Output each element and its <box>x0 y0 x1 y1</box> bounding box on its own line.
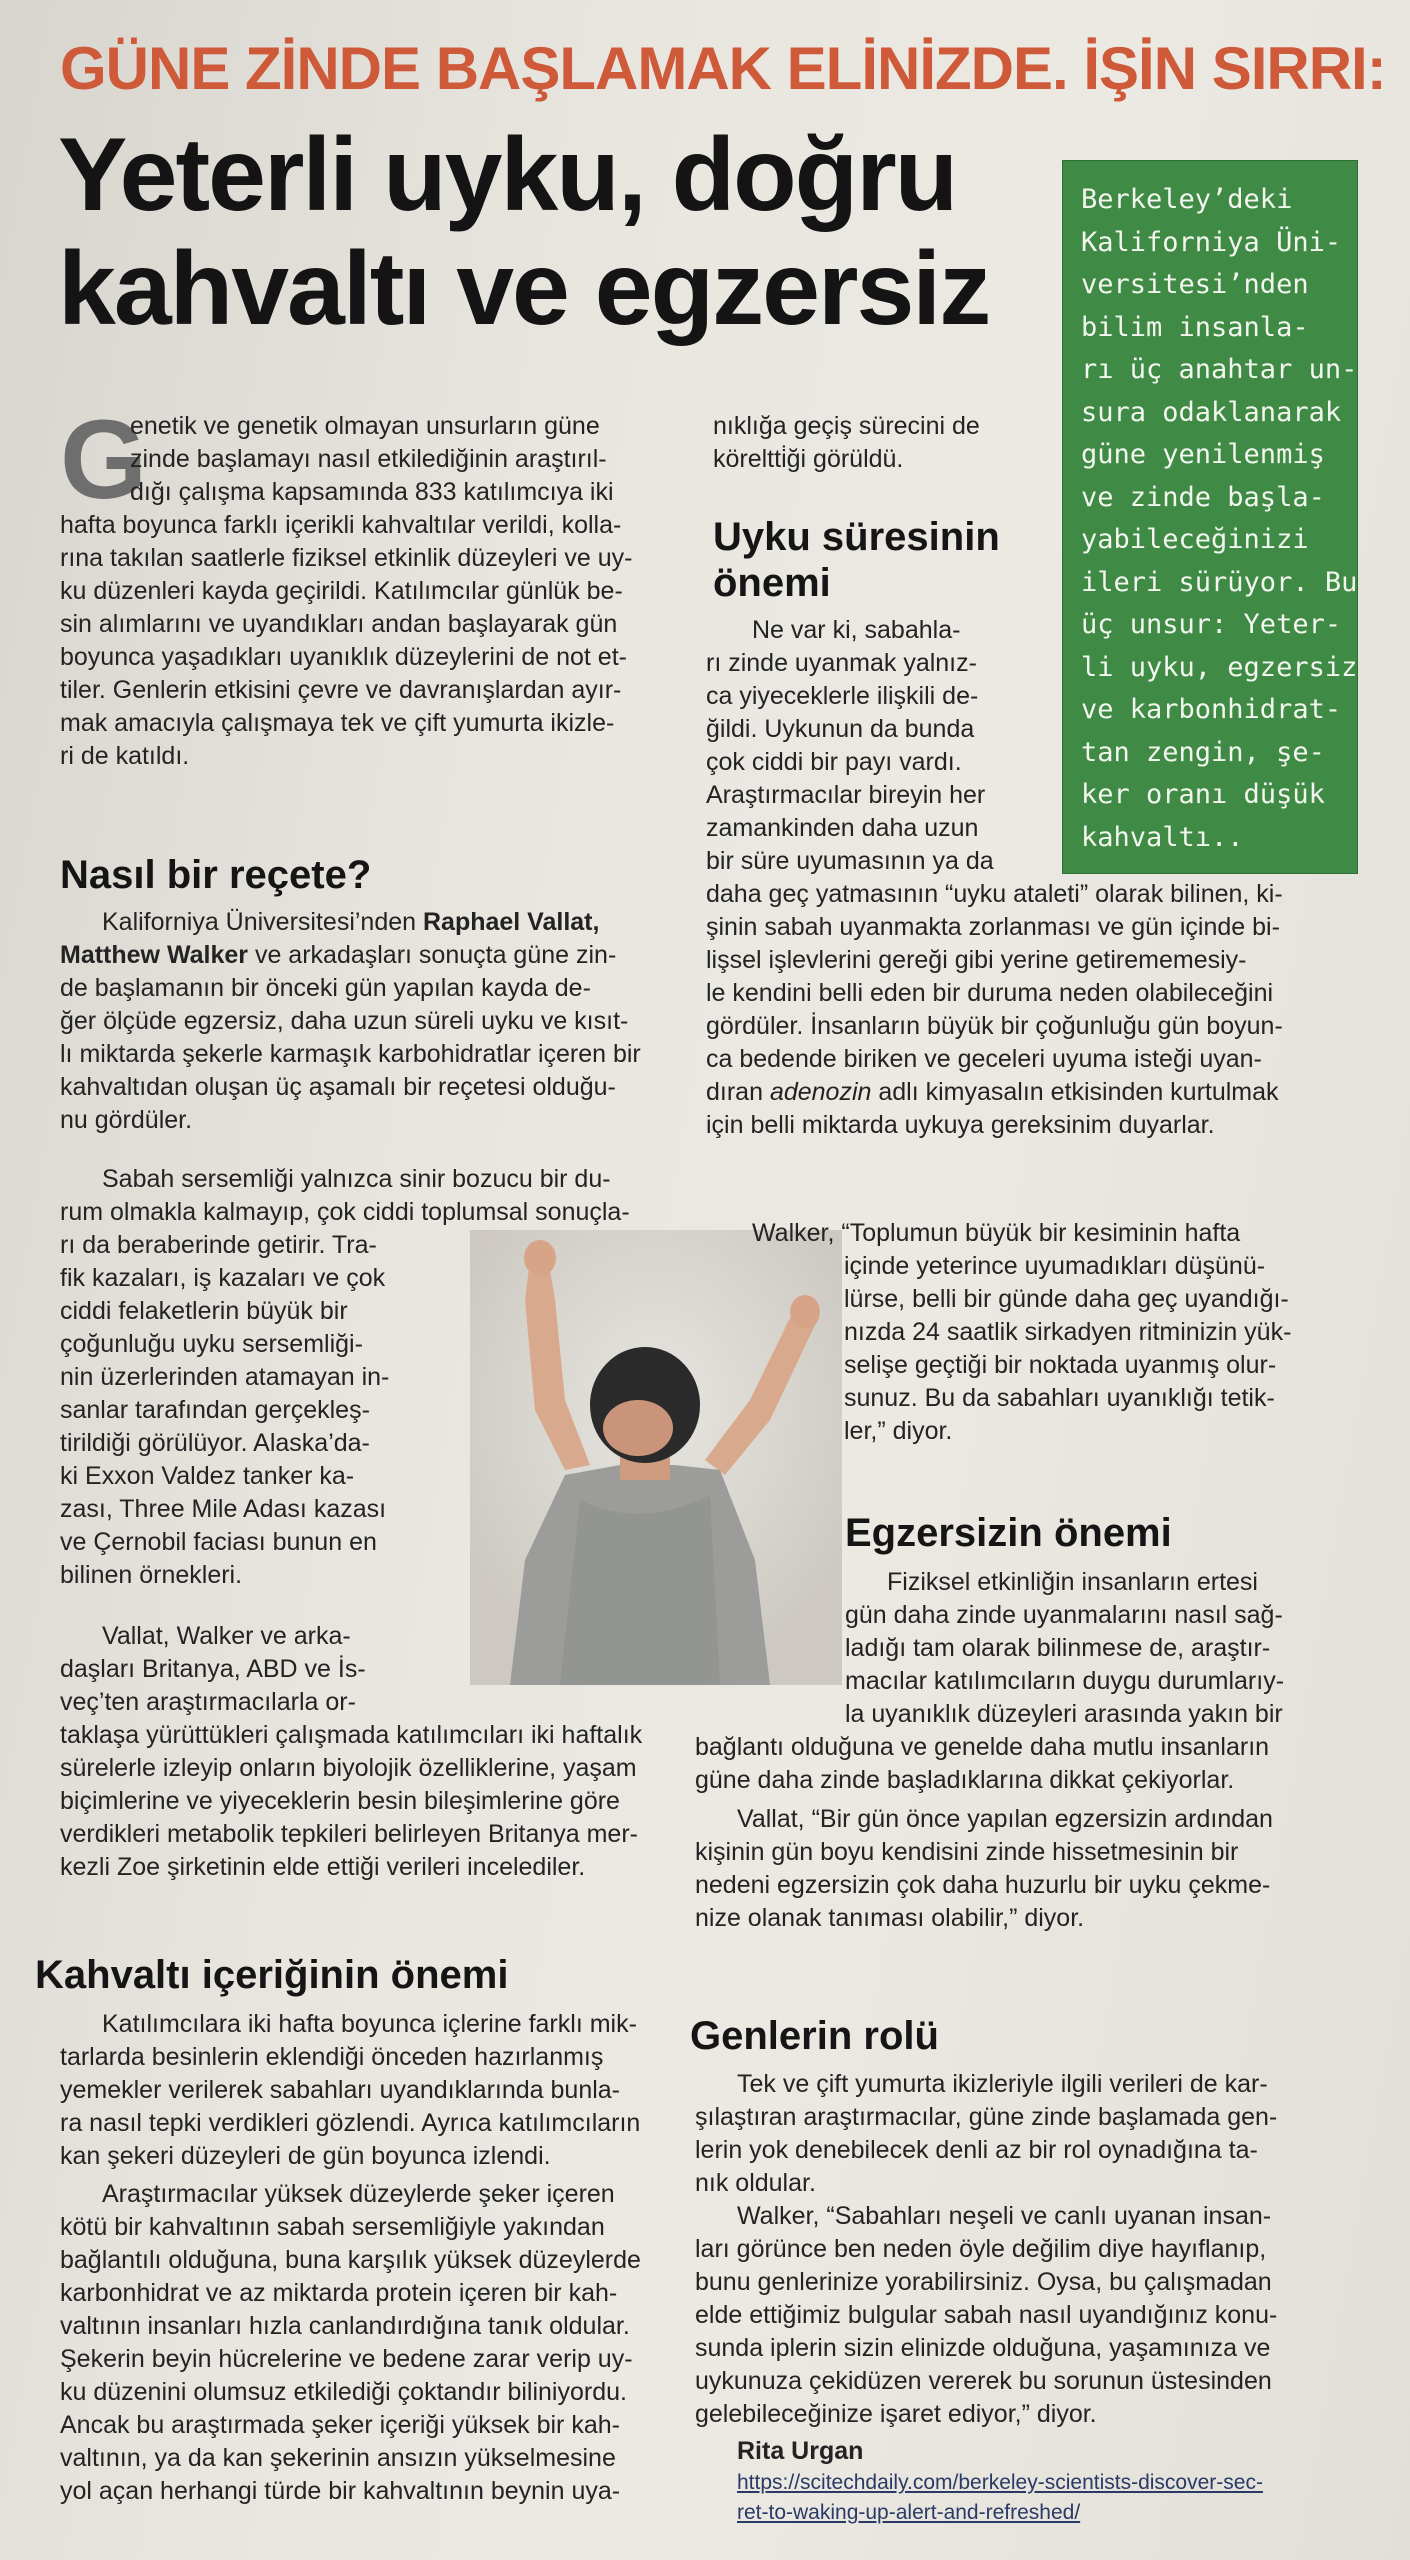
intro-paragraph <box>60 410 700 773</box>
recipe-line: Sabah sersemliği yalnızca sinir bozucu bir du- <box>102 1165 611 1193</box>
recipe-line: ğer ölçüde egzersiz, daha uzun süreli uyku ve kısıt- <box>60 1007 629 1035</box>
sleep-line: daha geç yatmasının “uyku ataleti” olarak bilinen, ki- <box>706 880 1283 908</box>
breakfast-line: tarlarda besinlerin eklendiği önceden hazırlanmış <box>60 2043 604 2071</box>
genes-line: elde ettiğimiz bulgular sabah nasıl uyandığınız konu- <box>695 2301 1278 2329</box>
sidebar-line: bilim insanla- <box>1081 311 1309 343</box>
kicker: GÜNE ZİNDE BAŞLAMAK ELİNİZDE. İŞİN SIRRI: <box>60 35 1386 102</box>
sleep-line: Araştırmacılar bireyin her <box>706 781 986 809</box>
recipe-line: daşları Britanya, ABD ve İs- <box>60 1655 366 1683</box>
genes-line: nık oldular. <box>695 2169 816 2197</box>
recipe-paragraph-1 <box>60 906 700 1137</box>
breakfast-line: Ancak bu araştırmada şeker içeriği yüksek bir kah- <box>60 2411 620 2439</box>
breakfast-line: ku düzenini olumsuz etkilediği çoktandır biliniyordu. <box>60 2378 627 2406</box>
sleep-line: ğildi. Uykunun da bunda <box>706 715 975 743</box>
exercise-line: ladığı tam olarak bilinmese de, araştır- <box>845 1634 1271 1662</box>
recipe-line: tirildiği görülüyor. Alaska’da- <box>60 1429 370 1457</box>
genes-line: Walker, “Sabahları neşeli ve canlı uyanan insan- <box>737 2202 1272 2230</box>
byline-author: Rita Urgan <box>737 2437 864 2465</box>
breakfast-line: bağlantılı olduğuna, buna karşılık yüksek düzeylerde <box>60 2246 641 2274</box>
source-link-line-1[interactable]: https://scitechdaily.com/berkeley-scientists-discover-sec- <box>737 2471 1263 2494</box>
genes-line: sunda iplerin sizin elinizde olduğuna, yaşamınıza ve <box>695 2334 1271 2362</box>
breakfast-line: valtının, ya da kan şekerinin ansızın yükselmesine <box>60 2444 616 2472</box>
sleep-line: zamankinden daha uzun <box>706 814 979 842</box>
recipe-line: nin üzerlerinden atamayan in- <box>60 1363 390 1391</box>
heading-sleep-line-2: önemi <box>713 561 831 605</box>
exercise-line: bağlantı olduğuna ve genelde daha mutlu insanların <box>695 1733 1270 1761</box>
text: Kaliforniya Üniversitesi’nden <box>102 908 423 936</box>
recipe-line: biçimlerine ve yiyeceklerin besin bileşimlerine göre <box>60 1787 620 1815</box>
sleep-paragraph-1 <box>706 614 1386 1142</box>
intro-line: ri de katıldı. <box>60 742 190 770</box>
sleep-line: nızda 24 saatlik sirkadyen ritminizin yük- <box>844 1318 1292 1346</box>
recipe-line: verdikleri metabolik tepkileri belirleyen Britanya mer- <box>60 1820 638 1848</box>
intro-line: tiler. Genlerin etkisini çevre ve davranışlardan ayır- <box>60 676 622 704</box>
recipe-line: bilinen örnekleri. <box>60 1561 243 1589</box>
exercise-line: nize olanak tanıması olabilir,” diyor. <box>695 1904 1085 1932</box>
recipe-line: lı miktarda şekerle karmaşık karbohidratlar içeren bir <box>60 1040 641 1068</box>
breakfast-line: kan şekeri düzeyleri de gün boyunca izlendi. <box>60 2142 551 2170</box>
breakfast-line: yemekler verilerek sabahları uyandıklarında bunla- <box>60 2076 621 2104</box>
breakfast-line: karbonhidrat ve az miktarda protein içeren bir kah- <box>60 2279 618 2307</box>
exercise-line: gün daha zinde uyanmalarını nasıl sağ- <box>845 1601 1283 1629</box>
genes-paragraph-1 <box>695 2068 1385 2200</box>
exercise-line: kişinin gün boyu kendisini zinde hissetmesinin bir <box>695 1838 1239 1866</box>
recipe-line: çoğunluğu uyku sersemliği- <box>60 1330 363 1358</box>
breakfast-line: Katılımcılara iki hafta boyunca içlerine farklı mik- <box>102 2010 637 2038</box>
recipe-line: nu gördüler. <box>60 1106 193 1134</box>
breakfast-line: ra nasıl tepki verdikleri gözlendi. Ayrıca katılımcıların <box>60 2109 641 2137</box>
recipe-line: taklaşa yürüttükleri çalışmada katılımcıları iki haftalık <box>60 1721 643 1749</box>
exercise-line: macılar katılımcıların duygu durumlarıy- <box>845 1667 1285 1695</box>
sidebar-line: li uyku, egzersiz <box>1081 651 1358 683</box>
recipe-line: ki Exxon Valdez tanker ka- <box>60 1462 355 1490</box>
genes-paragraph-2 <box>695 2200 1385 2431</box>
intro-line: rına takılan saatlerle fiziksel etkinlik düzeyleri ve uy- <box>60 544 633 572</box>
sleep-line: nıklığa geçiş sürecini de <box>713 412 980 440</box>
exercise-paragraph-1 <box>695 1566 1385 1797</box>
sleep-paragraph-2 <box>752 1217 1386 1448</box>
recipe-line: Vallat, Walker ve arka- <box>102 1622 351 1650</box>
breakfast-line: valtının insanları hızla canlandırdığına tanık oldular. <box>60 2312 630 2340</box>
genes-line: ları görünce ben neden öyle değilim diye hayıflanıp, <box>695 2235 1267 2263</box>
sidebar-line: Berkeley’deki <box>1081 184 1293 215</box>
genes-line: Tek ve çift yumurta ikizleriyle ilgili verileri de kar- <box>737 2070 1268 2098</box>
sleep-line: şinin sabah uyanmakta zorlanması ve gün içinde bi- <box>706 913 1280 941</box>
recipe-line: veç’ten araştırmacılarla or- <box>60 1688 356 1716</box>
recipe-line: rı da beraberinde getirir. Tra- <box>60 1231 377 1259</box>
drop-cap: G <box>60 397 148 522</box>
intro-line: hafta boyunca farklı içerikli kahvaltılar verildi, kolla- <box>60 511 622 539</box>
intro-line: boyunca yaşadıkları uyanıklık düzeylerini de not et- <box>60 643 627 671</box>
source-block <box>737 2435 1387 2528</box>
heading-exercise: Egzersizin önemi <box>845 1511 1172 1555</box>
recipe-line <box>60 939 700 972</box>
sidebar-line: ileri sürüyor. Bu <box>1081 566 1358 598</box>
recipe-line <box>60 906 700 939</box>
sidebar-line: rı üç anahtar un- <box>1081 354 1358 385</box>
intro-line: sin alımlarını ve uyandıkları andan başlayarak gün <box>60 610 618 638</box>
sidebar-line: ve karbonhidrat- <box>1081 694 1342 725</box>
text: adlı kimyasalın etkisinden kurtulmak <box>871 1078 1279 1106</box>
text: dıran <box>706 1078 770 1106</box>
recipe-line: sanlar tarafından gerçekleş- <box>60 1396 370 1424</box>
sleep-line: gördüler. İnsanların büyük bir çoğunluğu gün boyun- <box>706 1012 1283 1040</box>
sleep-line: için belli miktarda uykuya gereksinim duyarlar. <box>706 1111 1215 1139</box>
sidebar-line: kahvaltı.. <box>1081 821 1244 853</box>
sidebar-line: yabileceğinizi <box>1081 524 1309 555</box>
breakfast-paragraph-2 <box>60 2178 700 2508</box>
intro-line: enetik ve genetik olmayan unsurların güne <box>130 412 600 440</box>
sleep-line: içinde yeterince uyumadıkları düşünü- <box>844 1252 1266 1280</box>
heading-recipe: Nasıl bir reçete? <box>60 853 372 897</box>
sleep-line: selişe geçtiği bir noktada uyanmış olur- <box>844 1351 1277 1379</box>
sleep-line <box>706 1076 1386 1109</box>
genes-line: uykunuza çekidüzen vererek bu sorunun üstesinden <box>695 2367 1272 2395</box>
recipe-line: fik kazaları, iş kazaları ve çok <box>60 1264 386 1292</box>
sleep-line: bir süre uyumasının ya da <box>706 847 994 875</box>
sidebar-line: üç unsur: Yeter- <box>1081 609 1342 640</box>
recipe-line: sürelerle izleyip onların biyolojik özelliklerine, yaşam <box>60 1754 637 1782</box>
sidebar-line: ker oranı düşük <box>1081 779 1325 810</box>
sleep-line: köreltti̇ği görüldü. <box>713 445 904 473</box>
breakfast-paragraph-1 <box>60 2008 700 2173</box>
source-link-line-2[interactable]: ret-to-waking-up-alert-and-refreshed/ <box>737 2501 1081 2524</box>
exercise-line: nedeni egzersizin çok daha huzurlu bir uyku çekme- <box>695 1871 1271 1899</box>
recipe-line: zası, Three Mile Adası kazası <box>60 1495 387 1523</box>
sidebar-line: tan zengin, şe- <box>1081 736 1325 768</box>
intro-line: zinde başlamayı nasıl etkilediğinin araştırıl- <box>130 445 607 473</box>
sidebar-line: versitesi’nden <box>1081 269 1309 300</box>
breakfast-line: Şekerin beyin hücrelerine ve bedene zarar verip uy- <box>60 2345 633 2373</box>
sleep-line: Ne var ki, sabahla- <box>752 616 961 644</box>
intro-line: mak amacıyla çalışmaya tek ve çift yumurta ikizle- <box>60 709 615 737</box>
recipe-line: rum olmakla kalmayıp, çok ciddi toplumsal sonuçla- <box>60 1198 630 1226</box>
intro-line: ku düzenleri kayda geçirildi. Katılımcılar günlük be- <box>60 577 623 605</box>
recipe-line: de başlamanın bir önceki gün yapılan kayda de- <box>60 974 591 1002</box>
headline <box>58 118 1038 346</box>
headline-line-1: Yeterli uyku, doğru <box>58 117 957 233</box>
recipe-line: ve Çernobil faciası bunun en <box>60 1528 377 1556</box>
sleep-line: ca bedende biriken ve geceleri uyuma isteği uyan- <box>706 1045 1262 1073</box>
exercise-line: güne daha zinde başladıklarına dikkat çekiyorlar. <box>695 1766 1235 1794</box>
heading-sleep <box>713 514 1000 606</box>
name-vallat: Raphael Vallat, <box>422 908 600 936</box>
sleep-line: ca yiyeceklerle ilişkili de- <box>706 682 979 710</box>
term-adenozin: adenozin <box>769 1078 872 1106</box>
heading-genes: Genlerin rolü <box>690 2014 939 2058</box>
sleep-line: sunuz. Bu da sabahları uyanıklığı tetik- <box>844 1384 1275 1412</box>
text: ve arkadaşları sonuçta güne zin- <box>248 941 617 969</box>
intro-line: dığı çalışma kapsamında 833 katılımcıya iki <box>130 478 614 506</box>
heading-breakfast: Kahvaltı içeriğinin önemi <box>35 1953 509 1997</box>
sleep-line: çok ciddi bir payı vardı. <box>706 748 962 776</box>
sleep-line: ler,” diyor. <box>844 1417 953 1445</box>
sleep-line: lişsel işlevlerini gereği gibi yerine getirememesiy- <box>706 946 1247 974</box>
recipe-line: kahvaltıdan oluşan üç aşamalı bir reçetesi olduğu- <box>60 1073 616 1101</box>
sleep-line: Walker, “Toplumun büyük bir kesiminin hafta <box>752 1219 1241 1247</box>
exercise-paragraph-2 <box>695 1803 1385 1935</box>
sidebar-line: güne yenilenmiş <box>1081 439 1325 470</box>
exercise-line: Vallat, “Bir gün önce yapılan egzersizin ardından <box>737 1805 1273 1833</box>
genes-line: bunu genlerinize yorabilirsiniz. Oysa, bu çalışmadan <box>695 2268 1272 2296</box>
heading-sleep-line-1: Uyku süresinin <box>713 515 1000 559</box>
genes-line: gelebileceğinize işaret ediyor,” diyor. <box>695 2400 1097 2428</box>
exercise-line: la uyanıklık düzeyleri arasında yakın bir <box>845 1700 1283 1728</box>
sleep-line: le kendini belli eden bir duruma neden olabileceğini <box>706 979 1274 1007</box>
breakfast-line: yol açan herhangi türde bir kahvaltının beynin uya- <box>60 2477 621 2505</box>
sleep-line: lürse, belli bir günde daha geç uyandığı- <box>844 1285 1289 1313</box>
headline-line-2: kahvaltı ve egzersiz <box>58 231 990 347</box>
breakfast-line: Araştırmacılar yüksek düzeylerde şeker içeren <box>102 2180 615 2208</box>
recipe-line: ciddi felaketlerin büyük bir <box>60 1297 348 1325</box>
sidebar-line: ve zinde başla- <box>1081 481 1325 513</box>
sidebar-line: Kaliforniya Üni- <box>1081 226 1342 258</box>
sidebar-line: sura odaklanarak <box>1081 396 1342 428</box>
recipe-line: kezli Zoe şirketinin elde ettiği verileri incelediler. <box>60 1853 586 1881</box>
exercise-line: Fiziksel etkinliğin insanların ertesi <box>887 1568 1258 1596</box>
name-walker: Matthew Walker <box>60 941 249 969</box>
sleep-line: rı zinde uyanmak yalnız- <box>706 649 977 677</box>
genes-line: şılaştıran araştırmacılar, güne zinde başlamada gen- <box>695 2103 1278 2131</box>
sleep-continuation <box>713 410 1043 476</box>
genes-line: lerin yok denebilecek denli az bir rol oynadığına ta- <box>695 2136 1258 2164</box>
breakfast-line: kötü bir kahvaltının sabah sersemliğiyle yakından <box>60 2213 605 2241</box>
